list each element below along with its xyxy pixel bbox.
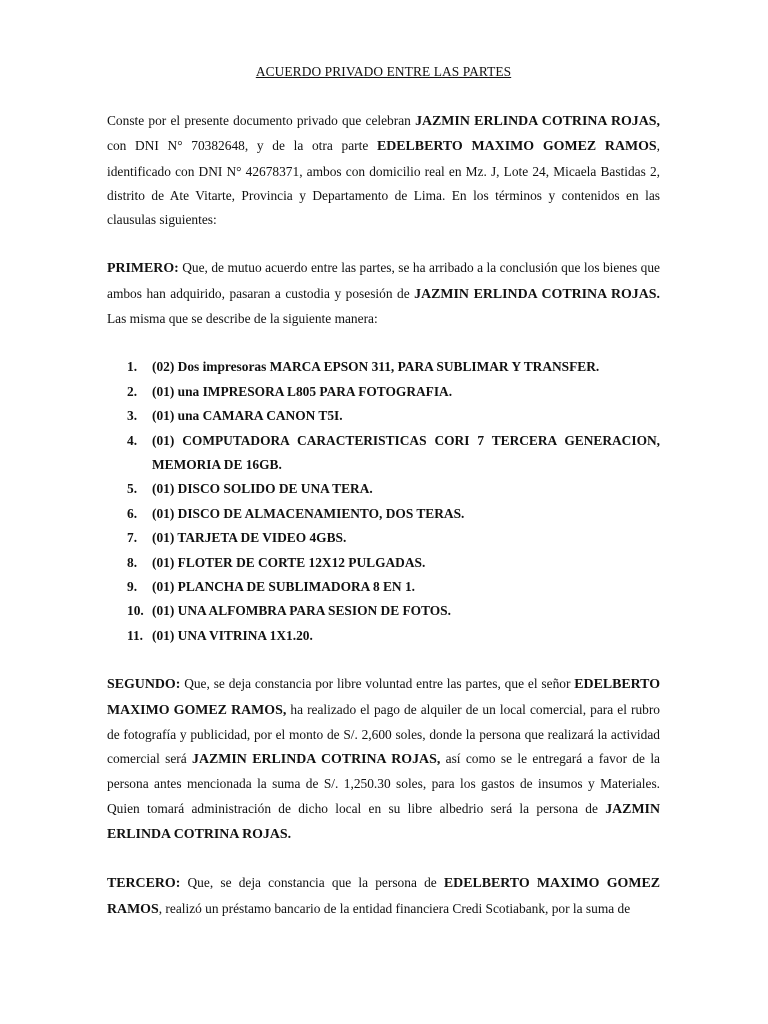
spacer xyxy=(107,648,660,672)
clause-segundo xyxy=(107,672,660,847)
list-item-text: (01) COMPUTADORA CARACTERISTICAS CORI 7 TERCERA GENERACION, MEMORIA DE 16GB. xyxy=(152,432,660,472)
intro-text-2: con DNI N° 70382648, y de la otra parte xyxy=(107,138,377,154)
list-item-text: (01) una CAMARA CANON T5I. xyxy=(152,408,343,424)
list-item-number: 2. xyxy=(127,383,138,399)
list-item-number: 5. xyxy=(127,481,138,497)
list-item-text: (02) Dos impresoras MARCA EPSON 311, PARA SUBLIMAR Y TRANSFER. xyxy=(152,359,600,375)
primero-text-1: Que, de mutuo acuerdo entre las partes, se ha arribado a la conclusión que los bienes que ambos han adquirido, pasaran a custodia y posesión de xyxy=(107,260,660,301)
list-item xyxy=(127,599,660,623)
list-item xyxy=(127,355,660,379)
spacer xyxy=(107,847,660,871)
party-name-2: EDELBERTO MAXIMO GOMEZ RAMOS xyxy=(376,139,657,155)
list-item xyxy=(127,502,660,526)
list-item-text: (01) FLOTER DE CORTE 12X12 PULGADAS. xyxy=(152,554,426,570)
list-item-number: 11. xyxy=(127,627,143,643)
list-item-text: (01) DISCO SOLIDO DE UNA TERA. xyxy=(152,481,373,497)
list-item xyxy=(127,526,660,550)
spacer xyxy=(107,232,660,256)
list-item-text: (01) UNA ALFOMBRA PARA SESION DE FOTOS. xyxy=(152,603,451,619)
list-item-number: 4. xyxy=(127,432,138,448)
segundo-name-3: JAZMIN ERLINDA COTRINA ROJAS. xyxy=(107,801,660,843)
clause-label-primero: PRIMERO: xyxy=(107,261,179,277)
list-item-text: (01) TARJETA DE VIDEO 4GBS. xyxy=(152,530,347,546)
list-item-number: 7. xyxy=(127,530,138,546)
segundo-text-3: así como se le entregará a favor de la persona antes mencionada la suma de S/. 1,250.30 soles, para los gastos de insumos y Materiales. Quien tomará administración de dicho local en su libre albedrio será la persona de xyxy=(107,751,660,816)
spacer xyxy=(107,331,660,355)
intro-text-1: Conste por el presente documento privado que celebran xyxy=(107,113,416,128)
list-item-number: 3. xyxy=(127,408,138,424)
tercero-text-2: , realizó un préstamo bancario de la entidad financiera Credi Scotiabank, por la suma de xyxy=(158,900,631,916)
list-item xyxy=(127,624,660,648)
list-item-text: (01) una IMPRESORA L805 PARA FOTOGRAFIA. xyxy=(152,383,453,399)
intro-text-3: , identificado con DNI N° 42678371, ambos con domicilio real en Mz. J, Lote 24, Micaela Bastidas 2, distrito de Ate Vitarte, Provincia y Departamento de Lima. En los términos y contenidos en las clausulas siguientes: xyxy=(107,138,660,228)
document-page xyxy=(107,60,660,922)
clause-primero xyxy=(107,256,660,331)
list-item-number: 1. xyxy=(127,359,138,375)
list-item-text: (01) UNA VITRINA 1X1.20. xyxy=(152,627,313,643)
tercero-text-1: Que, se deja constancia que la persona de xyxy=(180,875,444,891)
segundo-text-1: Que, se deja constancia por libre voluntad entre las partes, que el señor xyxy=(180,676,575,692)
document-title: ACUERDO PRIVADO ENTRE LAS PARTES xyxy=(255,64,512,79)
list-item xyxy=(127,380,660,404)
primero-name: JAZMIN ERLINDA COTRINA ROJAS. xyxy=(414,286,660,302)
primero-text-2: Las misma que se describe de la siguiente manera: xyxy=(107,311,378,327)
list-item xyxy=(127,551,660,575)
asset-list xyxy=(107,355,660,648)
list-item-text: (01) PLANCHA DE SUBLIMADORA 8 EN 1. xyxy=(152,579,415,595)
list-item-number: 9. xyxy=(127,579,138,595)
list-item xyxy=(127,429,660,478)
party-name-1: JAZMIN ERLINDA COTRINA ROJAS, xyxy=(415,114,660,129)
list-item xyxy=(127,477,660,501)
segundo-name-1: EDELBERTO MAXIMO GOMEZ RAMOS, xyxy=(107,677,660,718)
intro-paragraph xyxy=(107,109,660,232)
list-item xyxy=(127,404,660,428)
list-item-number: 8. xyxy=(127,554,138,570)
list-item xyxy=(127,575,660,599)
list-item-number: 6. xyxy=(127,505,138,521)
clause-label-tercero: TERCERO: xyxy=(107,876,181,892)
list-item-text: (01) DISCO DE ALMACENAMIENTO, DOS TERAS. xyxy=(152,505,465,521)
segundo-text-2: ha realizado el pago de alquiler de un local comercial, para el rubro de fotografía y publicidad, por el monto de S/. 2,600 soles, donde la persona que realizará la actividad comercial será xyxy=(107,701,660,767)
clause-tercero xyxy=(107,871,660,922)
segundo-name-2: JAZMIN ERLINDA COTRINA ROJAS, xyxy=(192,752,441,768)
clause-label-segundo: SEGUNDO: xyxy=(107,677,181,693)
tercero-name: EDELBERTO MAXIMO GOMEZ RAMOS xyxy=(107,876,660,917)
list-item-number: 10. xyxy=(127,603,144,619)
